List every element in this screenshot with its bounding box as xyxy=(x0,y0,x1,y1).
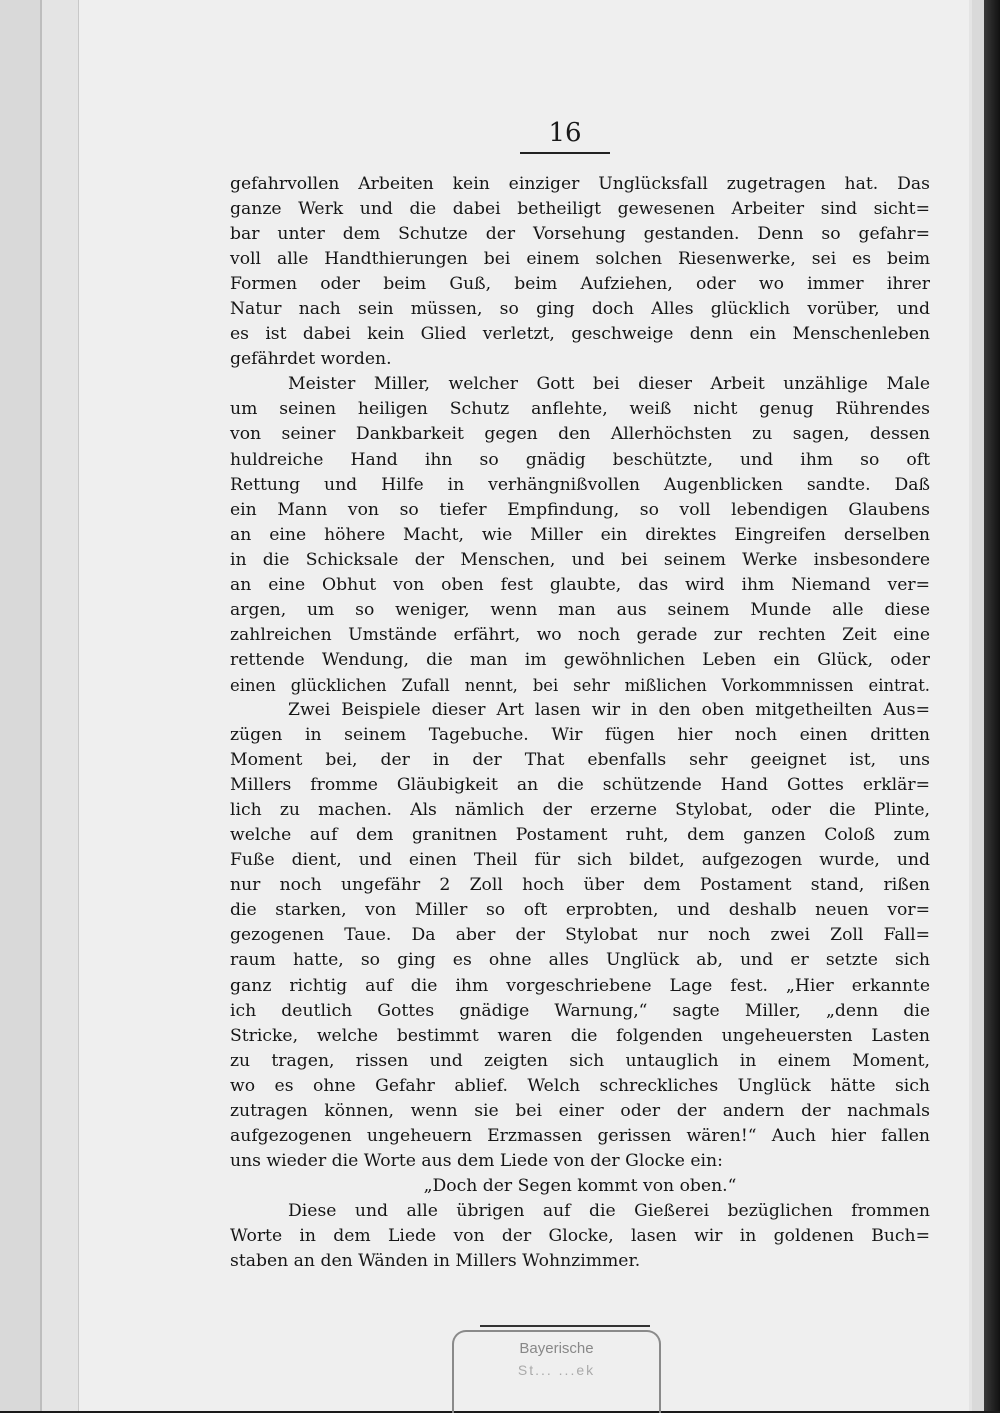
text-line: an eine Obhut von oben fest glaubte, das wird ihm Niemand ver= xyxy=(230,574,930,595)
text-line: Stricke, welche bestimmt waren die folgenden ungeheuersten Lasten xyxy=(230,1025,930,1046)
text-line: zu tragen, rissen und zeigten sich untauglich in einem Moment, xyxy=(230,1050,930,1071)
text-line: voll alle Handthierungen bei einem solchen Riesenwerke, sei es beim xyxy=(230,249,930,270)
library-stamp xyxy=(452,1330,661,1413)
quote-line: „Doch der Segen kommt von oben.“ xyxy=(423,1175,737,1196)
text-line: um seinen heiligen Schutz anflehte, weiß nicht genug Rührendes xyxy=(230,399,930,420)
text-line: von seiner Dankbarkeit gegen den Allerhöchsten zu sagen, dessen xyxy=(230,424,930,445)
text-line: zahlreichen Umstände erfährt, wo noch gerade zur rechten Zeit eine xyxy=(230,624,930,645)
text-line: zügen in seinem Tagebuche. Wir fügen hier noch einen dritten xyxy=(230,725,930,746)
scan-edge-shadow xyxy=(984,0,1000,1411)
text-line: wo es ohne Gefahr ablief. Welch schreckliches Unglück hätte sich xyxy=(230,1075,930,1096)
text-line: ganz richtig auf die ihm vorgeschriebene Lage fest. „Hier erkannte xyxy=(230,975,930,996)
text-line: Worte in dem Liede von der Glocke, lasen wir in goldenen Buch= xyxy=(230,1225,930,1246)
text-line: rettende Wendung, die man im gewöhnlichen Leben ein Glück, oder xyxy=(230,649,930,670)
text-line: Moment bei, der in der That ebenfalls sehr geeignet ist, uns xyxy=(230,750,930,771)
text-line: gefahrvollen Arbeiten kein einziger Unglücksfall zugetragen hat. Das xyxy=(230,174,930,194)
text-line: Formen oder beim Guß, beim Aufziehen, oder wo immer ihrer xyxy=(230,274,930,295)
text-line: Millers fromme Gläubigkeit an die schützende Hand Gottes erklär= xyxy=(230,775,930,796)
end-separator xyxy=(480,1325,650,1327)
text-line: Diese und alle übrigen auf die Gießerei bezüglichen frommen xyxy=(288,1200,930,1221)
text-line: bar unter dem Schutze der Vorsehung gestanden. Denn so gefahr= xyxy=(230,224,930,245)
text-line: einen glücklichen Zufall nennt, bei sehr mißlichen Vorkommnissen eintrat. xyxy=(230,675,930,695)
text-line: Meister Miller, welcher Gott bei dieser Arbeit unzählige Male xyxy=(288,374,930,395)
text-line: gezogenen Taue. Da aber der Stylobat nur noch zwei Zoll Fall= xyxy=(230,925,930,946)
stamp-text-faded: St... ...ek xyxy=(517,1362,596,1378)
page-number: 16 xyxy=(520,118,610,154)
text-line: uns wieder die Worte aus dem Liede von der Glocke ein: xyxy=(230,1150,723,1171)
body-text xyxy=(230,172,930,1274)
text-line: in die Schicksale der Menschen, und bei seinem Werke insbesondere xyxy=(230,549,930,570)
text-line: zutragen können, wenn sie bei einer oder der andern der nachmals xyxy=(230,1100,930,1121)
text-line: staben an den Wänden in Millers Wohnzimmer. xyxy=(230,1251,641,1272)
text-line: argen, um so weniger, wenn man aus seinem Munde alle diese xyxy=(230,599,930,620)
text-line: nur noch ungefähr 2 Zoll hoch über dem Postament stand, rißen xyxy=(230,875,930,896)
text-line: Zwei Beispiele dieser Art lasen wir in den oben mitgetheilten Aus= xyxy=(288,699,930,720)
text-line: gefährdet worden. xyxy=(230,349,392,370)
text-line: ein Mann von so tiefer Empfindung, so voll lebendigen Glaubens xyxy=(230,499,930,520)
text-line: huldreiche Hand ihn so gnädig beschützte, und ihm so oft xyxy=(230,449,930,470)
text-line: an eine höhere Macht, wie Miller ein direktes Eingreifen derselben xyxy=(230,524,930,545)
text-line: aufgezogenen ungeheuern Erzmassen gerissen wären!“ Auch hier fallen xyxy=(230,1125,930,1146)
text-line: ich deutlich Gottes gnädige Warnung,“ sagte Miller, „denn die xyxy=(230,1000,930,1021)
text-line: die starken, von Miller so oft erprobten, und deshalb neuen vor= xyxy=(230,900,930,921)
text-line: raum hatte, so ging es ohne alles Unglück ab, und er setzte sich xyxy=(230,950,930,971)
text-line: lich zu machen. Als nämlich der erzerne Stylobat, oder die Plinte, xyxy=(230,800,930,821)
text-line: Natur nach sein müssen, so ging doch Alles glücklich vorüber, und xyxy=(230,299,930,320)
text-line: welche auf dem granitnen Postament ruht, dem ganzen Coloß zum xyxy=(230,825,930,846)
stamp-text: Bayerische xyxy=(519,1340,594,1357)
text-line: ganze Werk und die dabei betheiligt gewesenen Arbeiter sind sicht= xyxy=(230,199,930,220)
text-line: Rettung und Hilfe in verhängnißvollen Augenblicken sandte. Daß xyxy=(230,474,930,495)
text-line: Fuße dient, und einen Theil für sich bildet, aufgezogen wurde, und xyxy=(230,850,930,871)
text-line: es ist dabei kein Glied verletzt, geschweige denn ein Menschenleben xyxy=(230,324,930,345)
